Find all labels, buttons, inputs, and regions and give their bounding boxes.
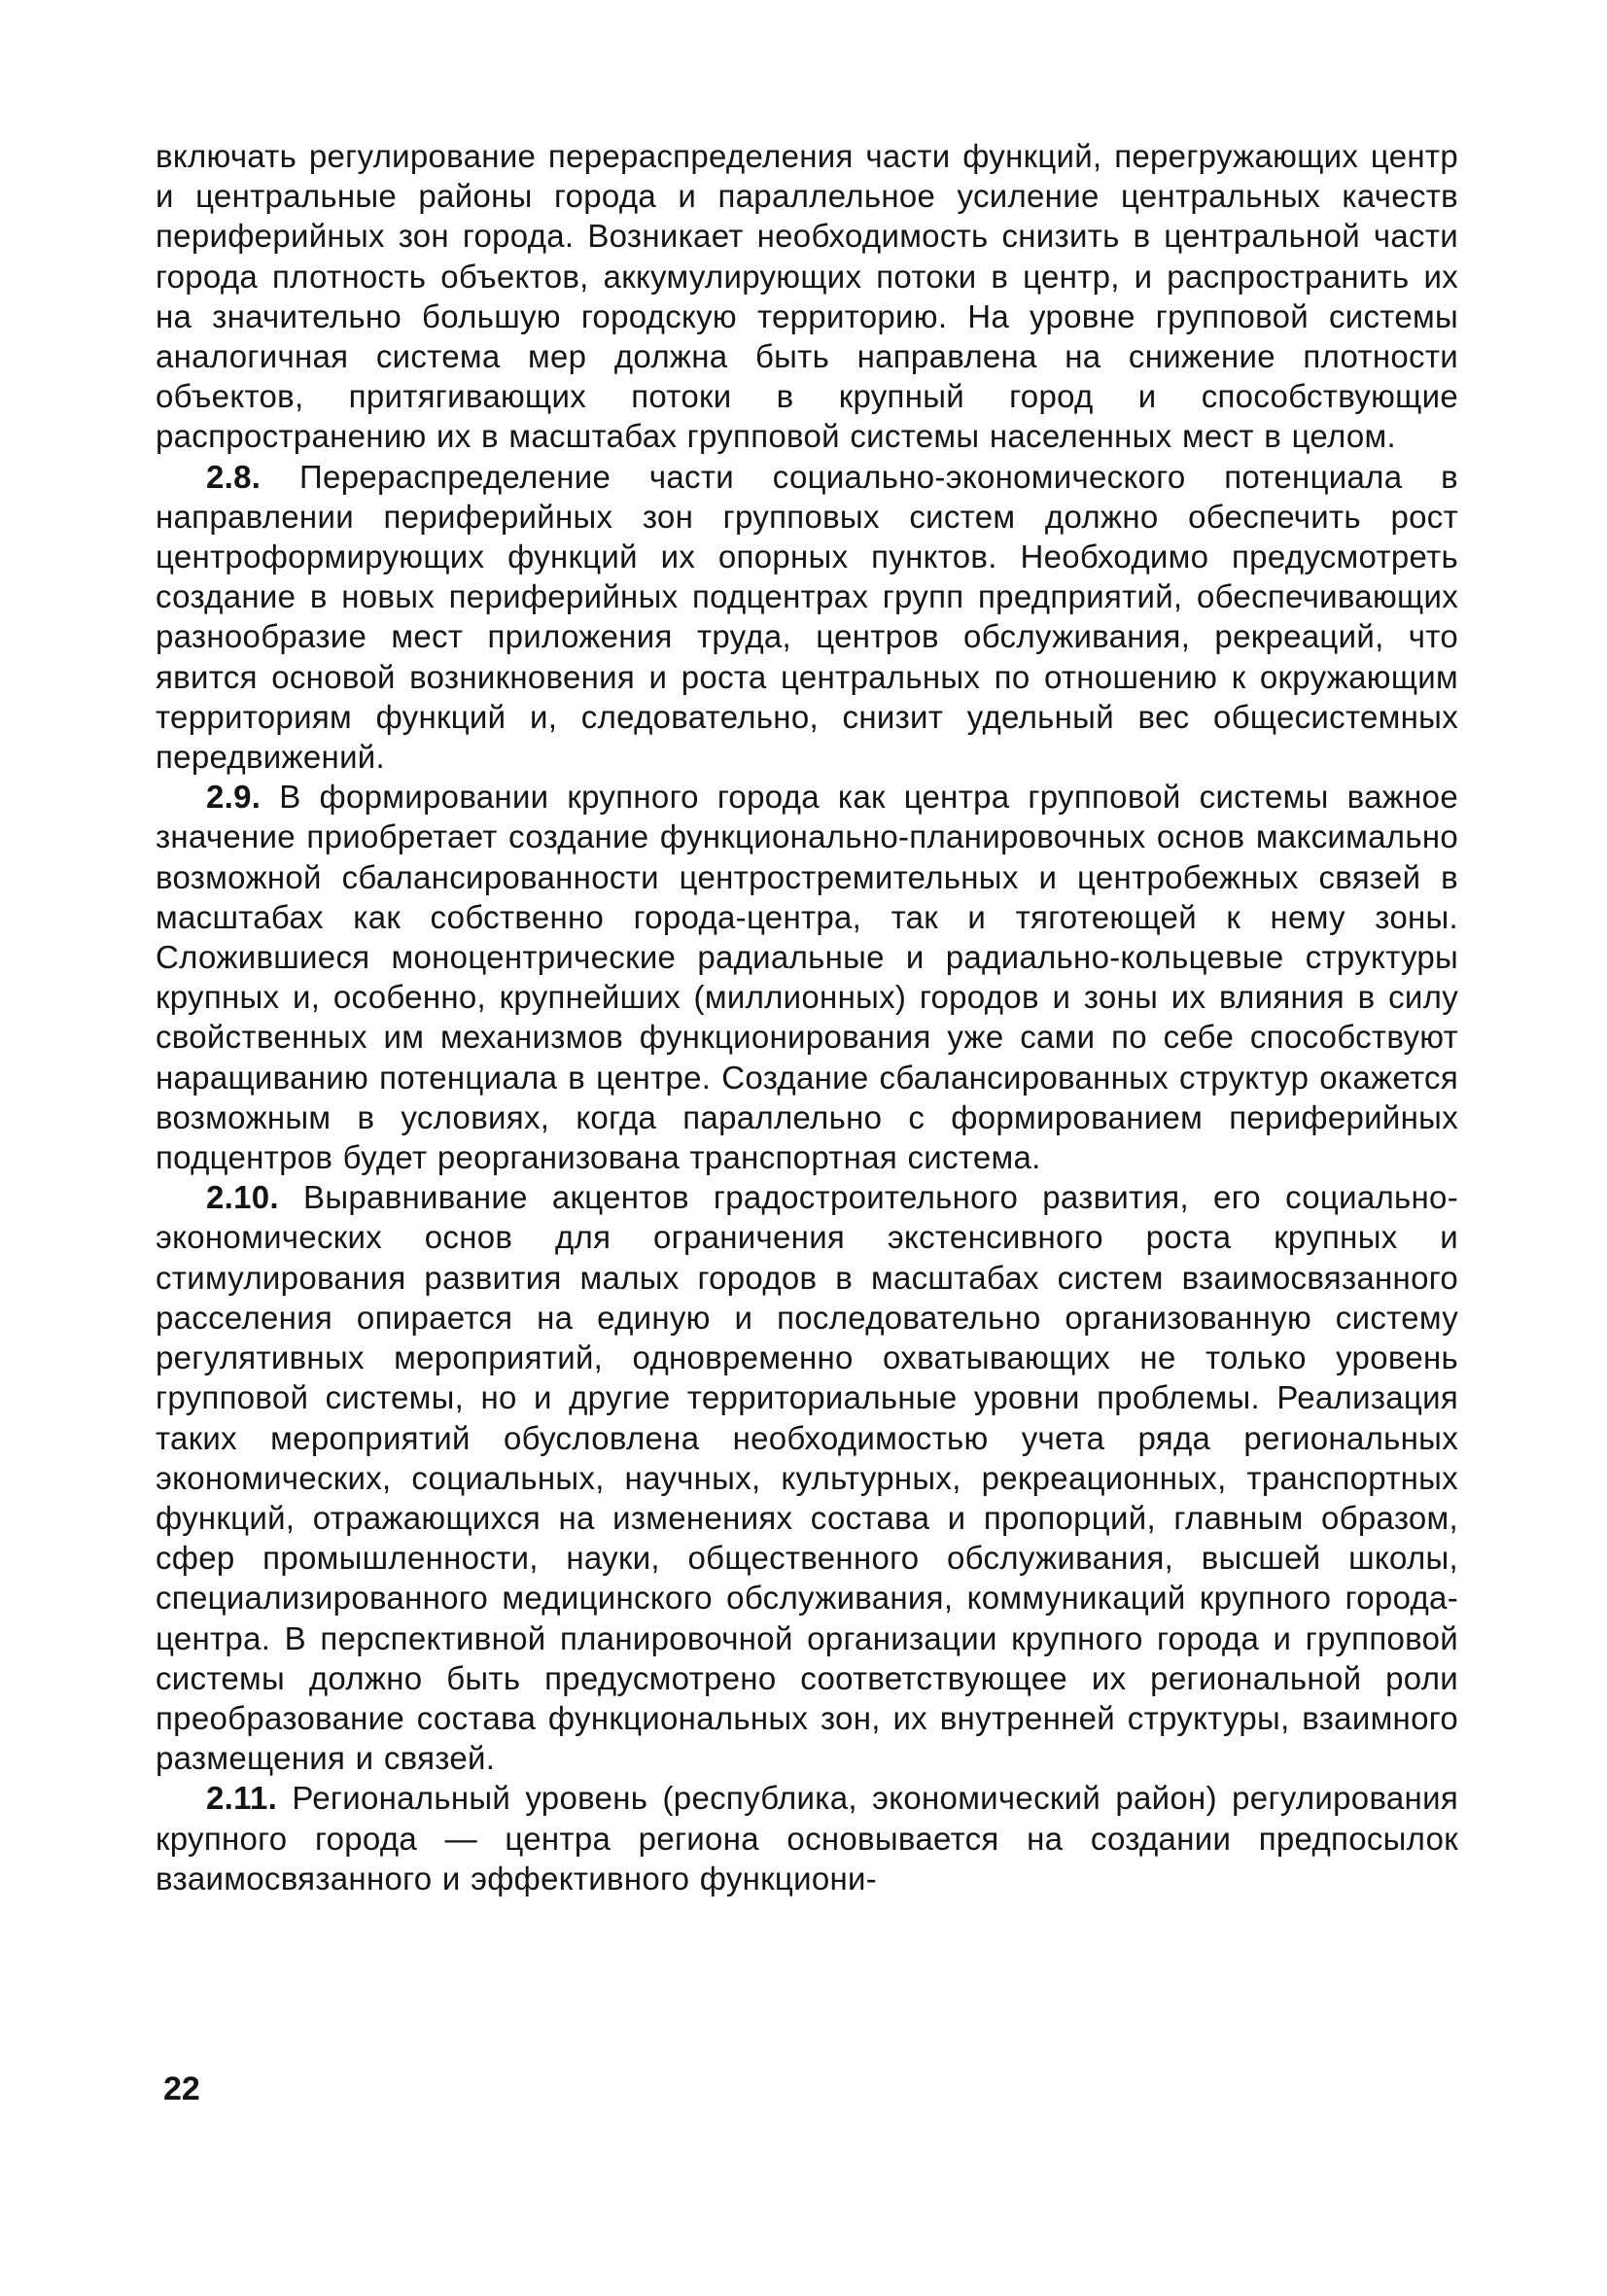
paragraph-text: Перераспределение части социально-экономического потенциала в направлении периферийных зон групповых систем должно обеспечить рост центроформирующих функций их опорных пунктов. Необходимо предусмотреть создание в новых периферийных подцентрах групп предприятий, обеспечивающих разнообразие мест приложения труда, центров обслуживания, рекреаций, что явится основой возникновения и роста центральных по отношению к окружающим территориям функций и, следовательно, снизит удельный вес общесистемных передвижений. <box>156 458 1458 776</box>
section-number: 2.10. <box>206 1179 279 1216</box>
paragraph-text: Региональный уровень (республика, экономический район) регулирования крупного города — центра региона основывается на создании предпосылок взаимосвязанного и эффективного функциони- <box>156 1780 1458 1896</box>
paragraph-text: включать регулирование перераспределения части функций, перегружающих центр и центральные районы города и параллельное усиление центральных качеств периферийных зон города. Возникает необходимость снизить в центральной части города плотность объектов, аккумулирующих потоки в центр, и распространить их на значительно большую городскую территорию. На уровне групповой системы аналогичная система мер должна быть направлена на снижение плотности объектов, притягивающих потоки в крупный город и способствующие распространению их в масштабах групповой системы населенных мест в целом. <box>156 138 1458 455</box>
paragraph-2-11 <box>156 1778 1458 1898</box>
paragraph-text: Выравнивание акцентов градостроительного развития, его социально-экономических основ для ограничения экстенсивного роста крупных и стимулирования развития малых городов в масштабах систем взаимосвязанного расселения опирается на единую и последовательно организованную систему регулятивных мероприятий, одновременно охватывающих не только уровень групповой системы, но и другие территориальные уровни проблемы. Реализация таких мероприятий обусловлена необходимостью учета ряда региональных экономических, социальных, научных, культурных, рекреационных, транспортных функций, отражающихся на изменениях состава и пропорций, главным образом, сфер промышленности, науки, общественного обслуживания, высшей школы, специализированного медицинского обслуживания, коммуникаций крупного города-центра. В перспективной планировочной организации крупного города и групповой системы должно быть предусмотрено соответствующее их региональной роли преобразование состава функциональных зон, их внутренней структуры, взаимного размещения и связей. <box>156 1179 1458 1777</box>
section-number: 2.9. <box>206 779 262 816</box>
section-number: 2.8. <box>206 458 262 495</box>
section-number: 2.11. <box>206 1780 278 1817</box>
paragraph-text: В формировании крупного города как центра групповой системы важное значение приобретает создание функционально-планировочных основ максимально возможной сбалансированности центростремительных и центробежных связей в масштабах как собственно города-центра, так и тяготеющей к нему зоны. Сложившиеся моноцентрические радиальные и радиально-кольцевые структуры крупных и, особенно, крупнейших (миллионных) городов и зоны их влияния в силу свойственных им механизмов функционирования уже сами по себе способствуют наращиванию потенциала в центре. Создание сбалансированных структур окажется возможным в условиях, когда параллельно с формированием периферийных подцентров будет реорганизована транспортная система. <box>156 779 1458 1176</box>
page-body <box>156 136 1458 1898</box>
paragraph-2-8 <box>156 457 1458 778</box>
paragraph-2-10 <box>156 1177 1458 1778</box>
paragraph-continuation <box>156 136 1458 457</box>
paragraph-2-9 <box>156 777 1458 1177</box>
page-number: 22 <box>163 2070 200 2107</box>
